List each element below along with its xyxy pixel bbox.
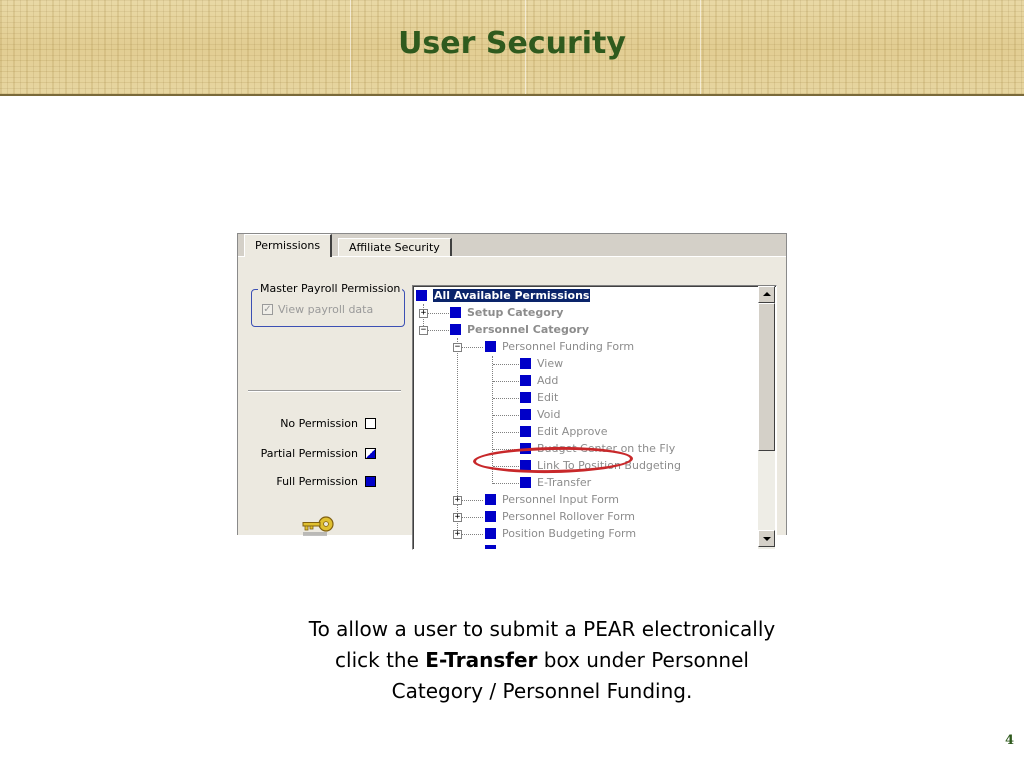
caption-line-2 [262, 645, 822, 676]
full-permission-box[interactable] [520, 409, 531, 420]
tree-connector [493, 483, 519, 484]
tree-node-personnel-rollover-form[interactable] [485, 508, 635, 524]
tree-node-label: Edit Approve [537, 424, 608, 438]
tree-node-label: Setup Category [467, 305, 564, 319]
tree-connector [493, 381, 519, 382]
full-permission-box[interactable] [485, 494, 496, 505]
legend-partial-permission [261, 447, 376, 460]
full-permission-box[interactable] [485, 511, 496, 522]
tree-connector [461, 517, 483, 518]
user-security-dialog [237, 233, 787, 540]
tree-node-e-transfer[interactable] [520, 474, 591, 490]
tree-node-label: Position Budgeting Form [502, 526, 637, 540]
permissions-panel [238, 257, 786, 540]
tree-node-edit-approve[interactable] [520, 423, 608, 439]
expand-position-budgeting-form[interactable]: + [454, 529, 461, 539]
tree-node-personnel-input-form[interactable] [485, 491, 619, 507]
expand-personnel-input-form[interactable]: + [454, 495, 461, 505]
tab-affiliate-security[interactable]: Affiliate Security [338, 238, 452, 256]
scroll-up-button[interactable] [758, 286, 775, 303]
tree-node-label: View [537, 356, 564, 370]
key-icon [300, 515, 336, 539]
legend-full-permission [276, 475, 376, 488]
caption-e-transfer-bold: E-Transfer [425, 648, 538, 672]
full-permission-box[interactable] [450, 307, 461, 318]
tab-bar [238, 234, 786, 256]
tree-connector [493, 415, 519, 416]
caption-line-1: To allow a user to submit a PEAR electronically [308, 617, 776, 641]
collapse-personnel-funding-form[interactable]: − [454, 342, 461, 352]
legend-no-permission [280, 417, 376, 430]
slide-caption [262, 614, 822, 707]
legend-partial-permission-label: Partial Permission [260, 447, 358, 460]
tree-node-label: Link To Position Budgeting [537, 458, 681, 472]
full-permission-box[interactable] [485, 341, 496, 352]
scroll-down-button[interactable] [758, 530, 775, 547]
full-permission-box[interactable] [520, 392, 531, 403]
tree-connector [493, 398, 519, 399]
tree-connector [461, 347, 483, 348]
master-payroll-group [251, 282, 405, 327]
view-payroll-label: View payroll data [278, 303, 374, 316]
tree-node-label: Add [537, 373, 559, 387]
header-banner [0, 0, 1024, 96]
full-permission-box[interactable] [485, 528, 496, 539]
full-permission-box[interactable] [416, 290, 427, 301]
tree-node-label: Personnel Funding Form [502, 339, 635, 353]
tree-node-label: All Available Permissions [434, 288, 590, 302]
tree-node-personnel-category[interactable] [450, 321, 589, 337]
view-payroll-row [262, 303, 373, 316]
tree-connector [427, 330, 449, 331]
e-transfer-permission-box[interactable] [520, 477, 531, 488]
tree-node-setup-category[interactable] [450, 304, 563, 320]
tree-node-label: Edit [537, 390, 559, 404]
tree-node-view[interactable] [520, 355, 563, 371]
tree-connector [461, 500, 483, 501]
legend-full-permission-label: Full Permission [276, 475, 358, 488]
collapse-personnel-category[interactable]: − [420, 325, 427, 335]
permissions-tree[interactable] [412, 285, 777, 550]
tree-content [413, 286, 758, 549]
full-permission-box[interactable] [520, 426, 531, 437]
arrow-up-icon [763, 292, 771, 296]
tree-node-root[interactable] [416, 287, 590, 303]
caption-line-2-post: box under Personnel [537, 648, 749, 672]
legend-no-permission-label: No Permission [280, 417, 358, 430]
tree-node-label: Personnel Rollover Form [502, 509, 635, 523]
master-payroll-group-label: Master Payroll Permission [260, 282, 401, 295]
panel-separator [248, 390, 401, 392]
tree-node-label: Personnel Input Form [502, 492, 619, 506]
scroll-thumb[interactable] [758, 303, 775, 451]
tree-connector [493, 432, 519, 433]
tree-node-label: Personnel Category [467, 322, 590, 336]
full-permission-box[interactable] [485, 545, 496, 550]
tree-connector [461, 534, 483, 535]
tree-scrollbar[interactable] [758, 286, 775, 549]
tree-connector [493, 364, 519, 365]
tab-permissions[interactable]: Permissions [244, 234, 332, 257]
tree-node-edit[interactable] [520, 389, 558, 405]
tree-node-personnel-funding-form[interactable] [485, 338, 634, 354]
tree-node-label: E-Transfer [537, 475, 592, 489]
view-payroll-checkbox[interactable]: ✓ [263, 304, 272, 315]
page-number: 4 [1004, 733, 1014, 748]
tree-node-label: Void [537, 407, 561, 421]
full-permission-box[interactable] [520, 358, 531, 369]
slide-title: User Security [398, 26, 626, 61]
tree-node-void[interactable] [520, 406, 560, 422]
tree-node-position-budgeting-form[interactable] [485, 525, 636, 541]
tree-node-add[interactable] [520, 372, 558, 388]
tree-connector [427, 313, 449, 314]
tree-node-partial-next[interactable] [485, 542, 502, 549]
arrow-down-icon [763, 537, 771, 541]
expand-personnel-rollover-form[interactable]: + [454, 512, 461, 522]
no-permission-swatch [365, 418, 376, 429]
caption-line-2-pre: click the [335, 648, 426, 672]
full-permission-box[interactable] [520, 375, 531, 386]
partial-permission-swatch [365, 448, 376, 459]
full-permission-box[interactable] [450, 324, 461, 335]
tree-node-label: Budget Center on the Fly [537, 441, 676, 455]
caption-line-3: Category / Personnel Funding. [391, 679, 693, 703]
expand-setup-category[interactable]: + [420, 308, 427, 318]
full-permission-swatch [365, 476, 376, 487]
